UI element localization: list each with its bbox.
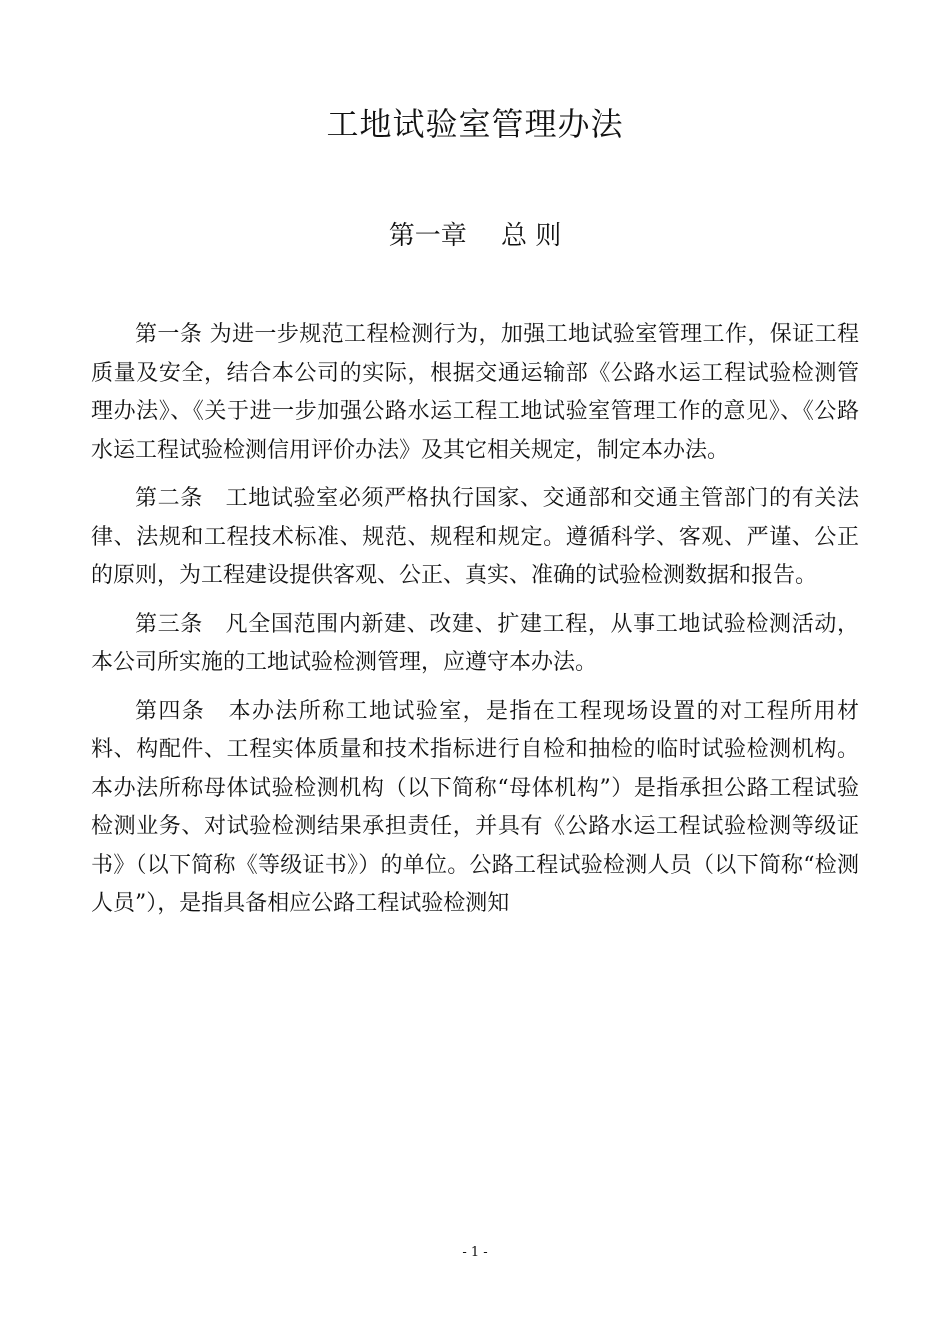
article-2: 第二条 工地试验室必须严格执行国家、交通部和交通主管部门的有关法律、法规和工程技术标准、规范、规程和规定。遵循科学、客观、严谨、公正的原则，为工程建设提供客观、公正、真实、准确的试验检测数据和报告。 bbox=[91, 486, 859, 588]
article-4: 第四条 本办法所称工地试验室，是指在工程现场设置的对工程所用材料、构配件、工程实体质量和技术指标进行自检和抽检的临时试验检测机构。本办法所称母体试验检测机构（以下简称“母体机构”）是指承担公路工程试验检测业务、对试验检测结果承担责任，并具有《公路水运工程试验检测等级证书》（以下简称《等级证书》）的单位。公路工程试验检测人员（以下简称“检测人员”），是指具备相应公路工程试验检测知 bbox=[91, 698, 859, 916]
document-body bbox=[91, 316, 859, 924]
article-3: 第三条 凡全国范围内新建、改建、扩建工程，从事工地试验检测活动，本公司所实施的工地试验检测管理，应遵守本办法。 bbox=[91, 611, 859, 675]
chapter-heading: 第一章 总 则 bbox=[388, 221, 562, 251]
page-number: - 1 - bbox=[462, 1245, 488, 1260]
article-1: 第一条 为进一步规范工程检测行为，加强工地试验室管理工作，保证工程质量及安全，结合本公司的实际，根据交通运输部《公路水运工程试验检测管理办法》、《关于进一步加强公路水运工程工地试验室管理工作的意见》、《公路水运工程试验检测信用评价办法》及其它相关规定，制定本办法。 bbox=[91, 322, 859, 463]
document-title: 工地试验室管理办法 bbox=[326, 105, 624, 143]
